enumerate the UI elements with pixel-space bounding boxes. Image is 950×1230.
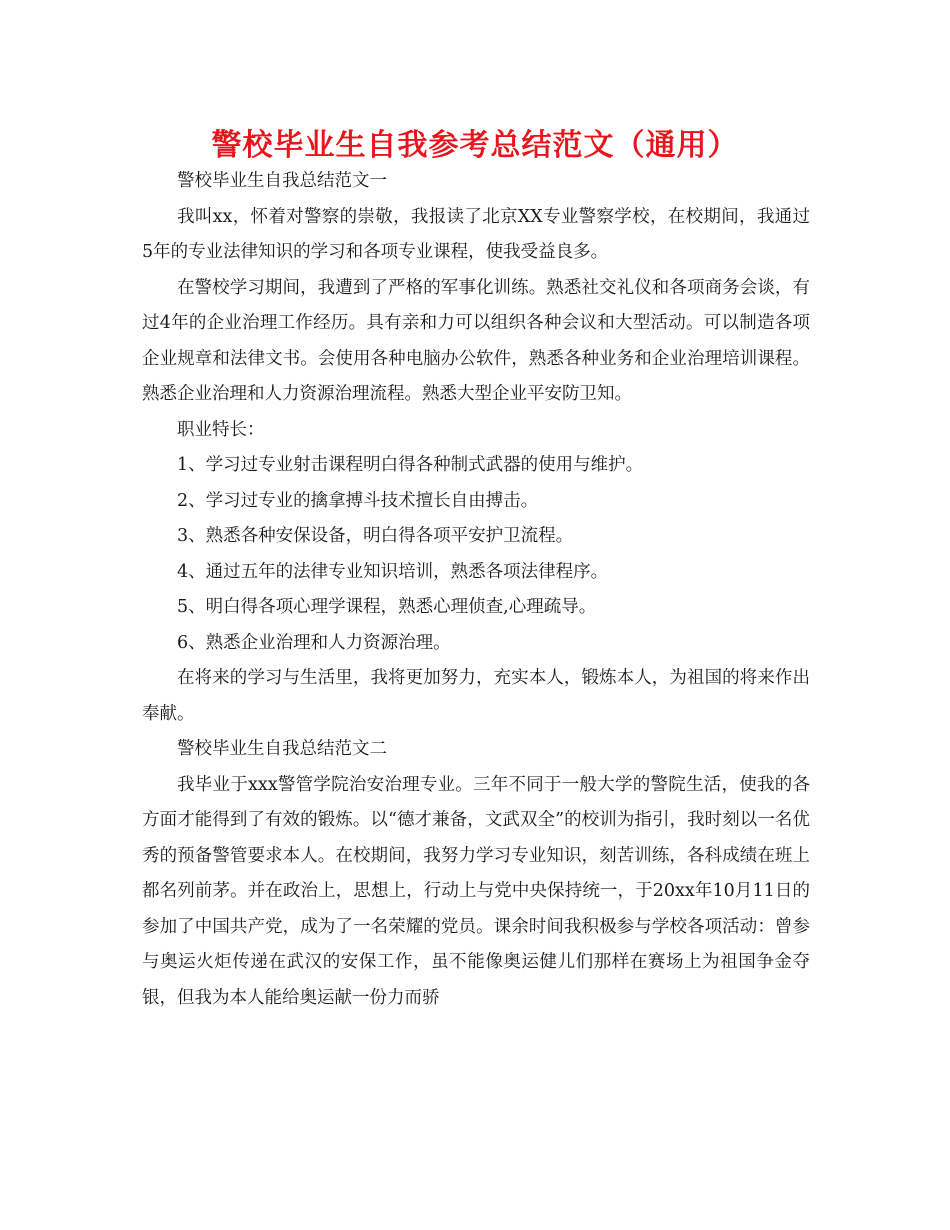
section-heading-2: 警校毕业生自我总结范文二 (177, 739, 387, 759)
paragraph: 在警校学习期间，我遭到了严格的军事化训练。熟悉社交礼仪和各项商务会谈，有过4年的企业治理工作经历。具有亲和力可以组织各种会议和大型活动。可以制造各项企业规章和法律文书。会使用各种电脑办公软件，熟悉各种业务和企业治理培训课程。熟悉企业治理和人力资源治理流程。熟悉大型企业平安防卫知。 (142, 277, 810, 404)
paragraph: 我叫xx，怀着对警察的崇敬，我报读了北京XX专业警察学校，在校期间，我通过5年的专业法律知识的学习和各项专业课程，使我受益良多。 (142, 206, 810, 262)
document-body (142, 164, 810, 1016)
subheading-career-skills: 职业特长： (177, 419, 265, 440)
paragraph: 在将来的学习与生活里，我将更加努力，充实本人，锻炼本人，为祖国的将来作出奉献。 (142, 668, 810, 724)
paragraph: 我毕业于xxx警管学院治安治理专业。三年不同于一般大学的警院生活，使我的各方面才能得到了有效的锻炼。以“德才兼备，文武双全”的校训为指引，我时刻以一名优秀的预备警管要求本人。在校期间，我努力学习专业知识，刻苦训练，各科成绩在班上都名列前茅。并在政治上，思想上，行动上与党中央保持统一，于20xx年10月11日的参加了中国共产党，成为了一名荣耀的党员。课余时间我积极参与学校各项活动：曾参与奥运火炬传递在武汉的安保工作，虽不能像奥运健儿们那样在赛场上为祖国争金夺银，但我为本人能给奥运献一份力而骄 (142, 774, 810, 1008)
list-item: 6、熟悉企业治理和人力资源治理。 (177, 632, 451, 653)
list-item: 5、明白得各项心理学课程，熟悉心理侦查,心理疏导。 (177, 597, 597, 617)
list-item: 2、学习过专业的擒拿搏斗技术擅长自由搏击。 (177, 490, 539, 511)
document-title: 警校毕业生自我参考总结范文（通用） (211, 128, 739, 163)
list-item: 3、熟悉各种安保设备，明白得各项平安护卫流程。 (177, 526, 574, 546)
list-item: 4、通过五年的法律专业知识培训，熟悉各项法律程序。 (177, 561, 609, 582)
section-heading-1: 警校毕业生自我总结范文一 (177, 171, 387, 191)
list-item: 1、学习过专业射击课程明白得各种制式武器的使用与维护。 (177, 455, 644, 475)
